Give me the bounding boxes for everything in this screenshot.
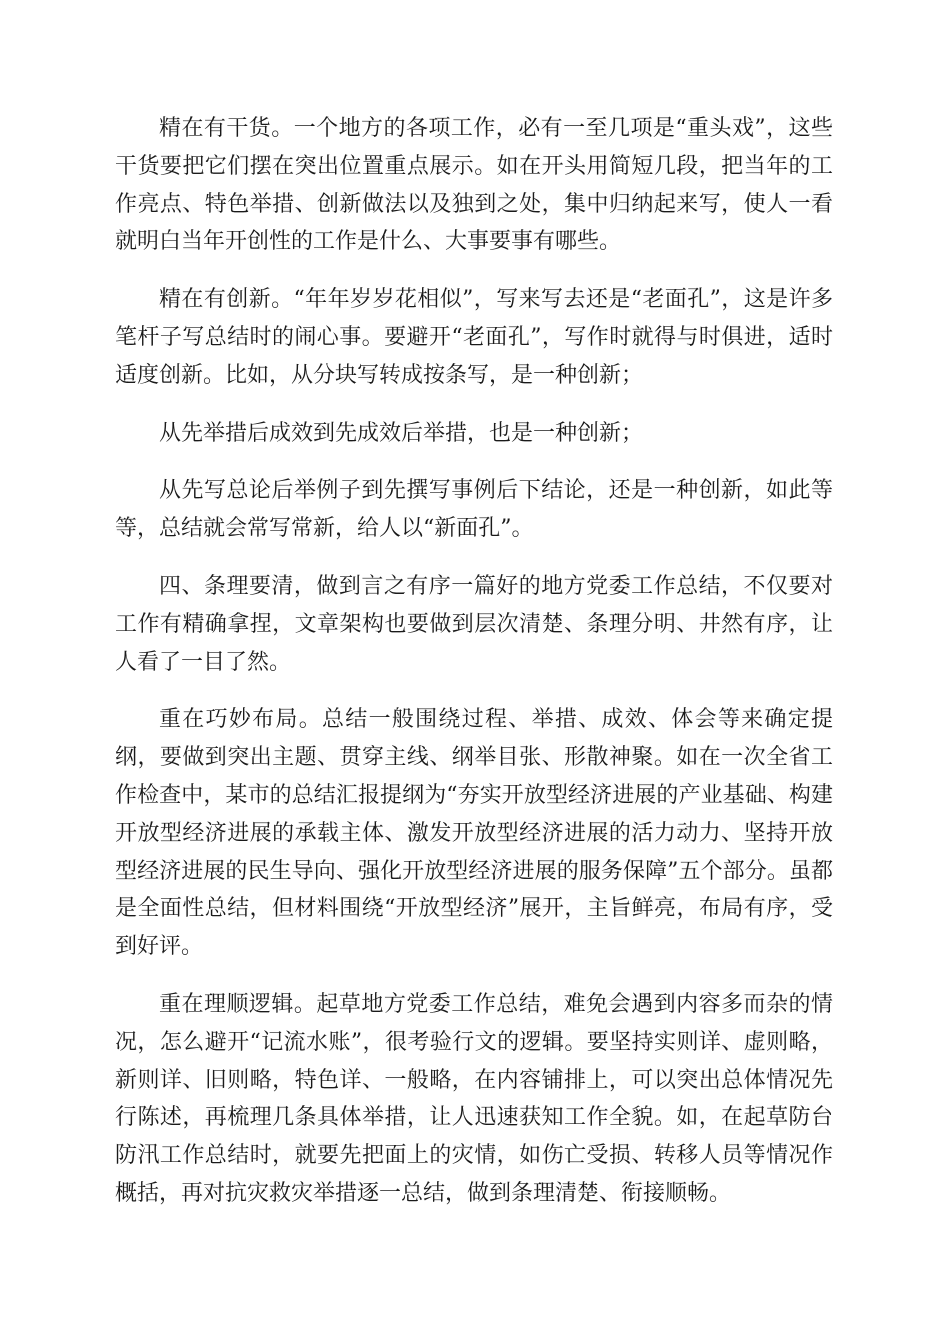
paragraph-chuang-xin-2: 从先举措后成效到先成效后举措，也是一种创新； [159,420,644,446]
paragraph-zhong-zai-qiao-miao-bu-ju: 重在巧妙布局。总结一般围绕过程、举措、成效、体会等来确定提纲，要做到突出主题、贯穿主线、纲举目张、形散神聚。如在一次全省工作检查中，某市的总结汇报提纲为“夯实开放型经济进展的产业基础、构建开放型经济进展的承载主体、激发开放型经济进展的活力动力、坚持开放型经济进展的民生导向、强化开放型经济进展的服务保障”五个部分。虽都是全面性总结，但材料围绕“开放型经济”展开，主旨鲜亮，布局有序，受到好评。 [115,707,833,960]
paragraph-jing-zai-you-gan-huo: 精在有干货。一个地方的各项工作，必有一至几项是“重头戏”，这些干货要把它们摆在突出位置重点展示。如在开头用简短几段，把当年的工作亮点、特色举措、创新做法以及独到之处，集中归纳起来写，使人一看就明白当年开创性的工作是什么、大事要事有哪些。 [115,116,833,255]
document-body [115,110,833,1233]
paragraph-chuang-xin-3: 从先写总论后举例子到先撰写事例后下结论，还是一种创新，如此等等，总结就会常写常新，给人以“新面孔”。 [115,478,833,542]
paragraph-zhong-zai-li-shun-luo-ji: 重在理顺逻辑。起草地方党委工作总结，难免会遇到内容多而杂的情况，怎么避开“记流水账”，很考验行文的逻辑。要坚持实则详、虚则略，新则详、旧则略，特色详、一般略，在内容铺排上，可以突出总体情况先行陈述，再梳理几条具体举措，让人迅速获知工作全貌。如，在起草防台防汛工作总结时，就要先把面上的灾情，如伤亡受损、转移人员等情况作概括，再对抗灾救灾举措逐一总结，做到条理清楚、衔接顺畅。 [115,991,833,1206]
paragraph-section-four-heading: 四、条理要清，做到言之有序一篇好的地方党委工作总结，不仅要对工作有精确拿捏，文章架构也要做到层次清楚、条理分明、井然有序，让人看了一目了然。 [115,573,833,675]
paragraph-jing-zai-you-chuang-xin: 精在有创新。“年年岁岁花相似”，写来写去还是“老面孔”，这是许多笔杆子写总结时的闹心事。要避开“老面孔”，写作时就得与时俱进，适时适度创新。比如，从分块写转成按条写，是一种创新； [115,287,833,388]
